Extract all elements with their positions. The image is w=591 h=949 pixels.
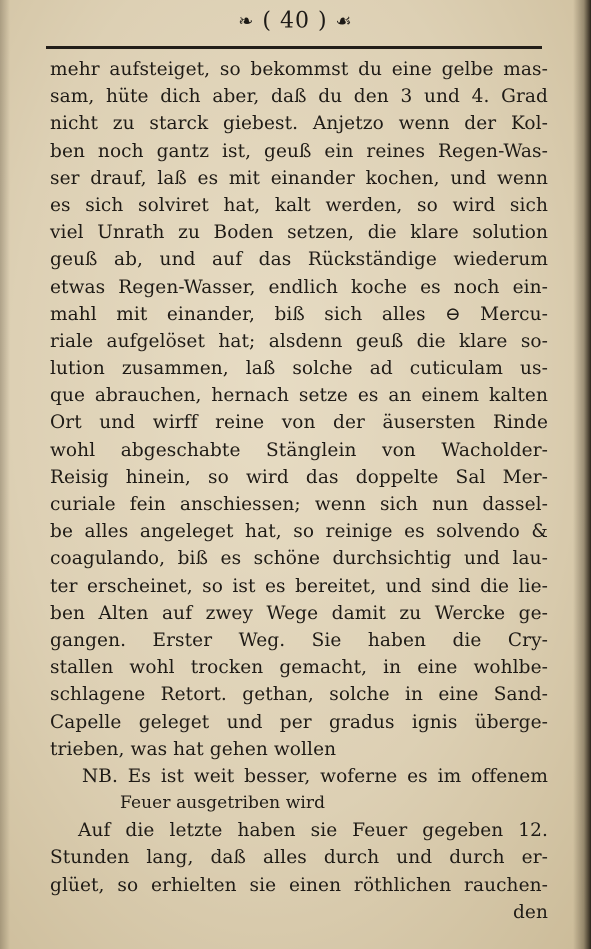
- ornament-right-icon: ☙: [335, 10, 353, 32]
- header-rule: [46, 46, 542, 49]
- text-line: mehr aufsteiget, so bekommst du eine gelbe mas-: [50, 59, 548, 80]
- page-header: ❧ ( 40 ) ☙: [238, 8, 353, 34]
- text-line: que abrauchen, hernach setze es an einem kalten: [50, 385, 548, 407]
- text-line: ben Alten auf zwey Wege damit zu Wercke ge-: [50, 602, 548, 624]
- text-line: schlagene Retort. gethan, solche in eine Sand-: [50, 684, 548, 706]
- text-line: lution zusammen, laß solche ad cuticulam us-: [50, 358, 548, 380]
- text-line: Stunden lang, daß alles durch und durch er-: [50, 847, 548, 869]
- text-line: ben noch gantz ist, geuß ein reines Regen-Was-: [50, 140, 548, 162]
- text-line: stallen wohl trocken gemacht, in eine wohlbe-: [50, 657, 548, 679]
- text-line: ter erscheinet, so ist es bereitet, und sind die lie-: [50, 575, 548, 597]
- text-line: Auf die letzte haben sie Feuer gegeben 12.: [78, 820, 548, 842]
- text-line: sam, hüte dich aber, daß du den 3 und 4. Grad: [50, 86, 548, 108]
- nb-note-line: Feuer ausgetriben wird: [120, 793, 326, 814]
- page-right-binding-shadow: [573, 0, 591, 949]
- text-line: trieben, was hat gehen wollen: [50, 738, 337, 760]
- text-line: gangen. Erster Weg. Sie haben die Cry-: [50, 629, 548, 651]
- page-number: 40: [279, 8, 310, 34]
- text-line: glüet, so erhielten sie einen röthlichen rauchen-: [50, 874, 548, 896]
- text-line: wohl abgeschabte Stänglein von Wacholder-: [50, 439, 548, 461]
- catchword: den: [512, 901, 548, 923]
- nb-note-line: NB. Es ist weit besser, woferne es im offenem: [82, 765, 548, 787]
- text-line: coagulando, biß es schöne durchsichtig und lau-: [50, 548, 548, 570]
- text-line: etwas Regen-Wasser, endlich koche es noch ein-: [50, 276, 548, 298]
- ornament-left-icon: ❧: [238, 10, 255, 32]
- text-line: ser drauf, laß es mit einander kochen, und wenn: [50, 167, 548, 189]
- text-line: mahl mit einander, biß sich alles ⊖ Mercu-: [50, 303, 548, 325]
- text-line: viel Unrath zu Boden setzen, die klare solution: [50, 222, 548, 244]
- text-line: be alles angeleget hat, so reinige es solvendo &: [50, 521, 548, 543]
- text-line: curiale fein anschiessen; wenn sich nun dassel-: [50, 494, 548, 515]
- text-line: nicht zu starck giebest. Anjetzo wenn der Kol-: [50, 113, 548, 135]
- text-line: riale aufgelöset hat; alsdenn geuß die klare so-: [50, 330, 548, 352]
- text-line: es sich solviret hat, kalt werden, so wird sich: [50, 194, 548, 216]
- body-text: [50, 56, 548, 926]
- text-line: geuß ab, und auf das Rückständige wiederum: [50, 249, 548, 271]
- text-line: Capelle geleget und per gradus ignis überge-: [50, 711, 548, 733]
- text-line: Reisig hinein, so wird das doppelte Sal Mer-: [50, 466, 548, 488]
- page-left-shadow: [0, 0, 10, 949]
- text-line: Ort und wirff reine von der äusersten Rinde: [50, 412, 548, 434]
